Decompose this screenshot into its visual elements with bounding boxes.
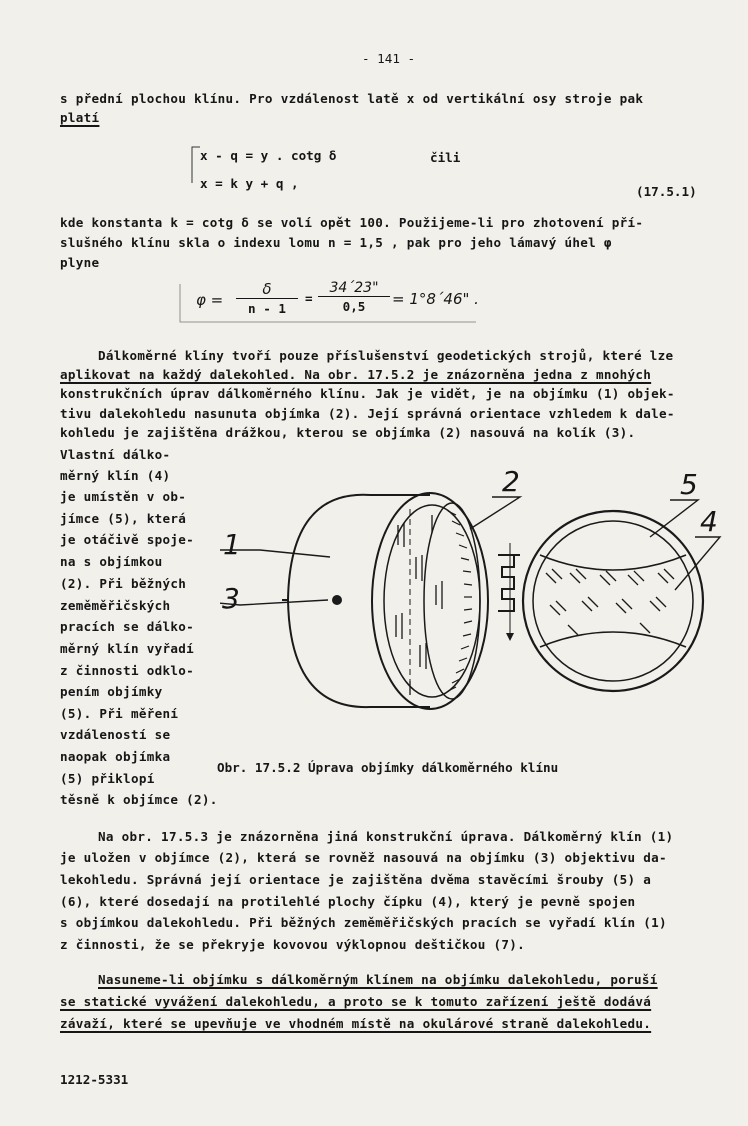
column-line: vzdáleností se: [60, 727, 171, 742]
figure-label-2: 2: [502, 465, 520, 498]
column-line: (5) přiklopí: [60, 771, 155, 786]
para4-line2: je uložen v objímce (2), která se rovněž nasouvá na objímku (3) objektivu da-: [60, 850, 667, 865]
eq1-line2: x = k y + q ,: [200, 176, 299, 191]
column-line: Vlastní dálko-: [60, 447, 171, 462]
eq1-connector: čili: [430, 150, 461, 165]
eq2-result: = 1°8´46" .: [392, 290, 479, 308]
column-line: zeměměřičských: [60, 598, 171, 613]
eq2-frac1-denominator: n - 1: [248, 301, 286, 316]
para2-line1: kde konstanta k = cotg δ se volí opět 100. Použijeme-li pro zhotovení pří-: [60, 215, 644, 230]
column-line: naopak objímka: [60, 749, 171, 764]
para5-line3: závaží, které se upevňuje ve vhodném místě na okulárové straně dalekohledu.: [60, 1016, 652, 1031]
footer-code: 1212-5331: [60, 1072, 129, 1087]
para4-line3: lekohledu. Správná její orientace je zajištěna dvěma stavěcími šrouby (5) a: [60, 872, 652, 887]
eq2-lhs: φ =: [196, 291, 224, 309]
column-line: (5). Při měření: [60, 706, 179, 721]
column-line: je otáčivě spoje-: [60, 532, 194, 547]
figure-label-1: 1: [223, 528, 241, 561]
figure-caption: Obr. 17.5.2 Úprava objímky dálkoměrného klínu: [217, 760, 559, 775]
equation-number: (17.5.1): [636, 184, 697, 199]
para4-line6: z činnosti, že se překryje kovovou výklopnou deštičkou (7).: [60, 937, 526, 952]
eq2-equals: =: [305, 291, 313, 306]
eq1-line1: x - q = y . cotg δ: [200, 148, 337, 163]
column-line: na s objímkou: [60, 554, 163, 569]
column-line: těsně k objímce (2).: [60, 792, 218, 807]
para3-line4: tivu dalekohledu nasunuta objímka (2). Její správná orientace vzhledem k dale-: [60, 406, 675, 421]
para3-line2: aplikovat na každý dalekohled. Na obr. 17.5.2 je znázorněna jedna z mnohých: [60, 367, 652, 382]
column-line: pením objímky: [60, 684, 163, 699]
para5-line2: se statické vyvážení dalekohledu, a proto se k tomuto zařízení ještě dodává: [60, 994, 652, 1009]
figure-label-3: 3: [222, 582, 240, 615]
column-line: jímce (5), která: [60, 511, 187, 526]
eq2-bracket: [176, 282, 496, 326]
para4-line4: (6), které dosedají na protilehlé plochy čípku (4), který je pevně spojen: [60, 894, 636, 909]
eq2-frac2-denominator: 0,5: [342, 299, 366, 314]
para4-line1: Na obr. 17.5.3 je znázorněna jiná konstrukční úprava. Dálkoměrný klín (1): [98, 829, 674, 844]
column-line: měrný klín (4): [60, 468, 171, 483]
figure-label-4: 4: [700, 505, 718, 538]
para2-line3: plyne: [60, 255, 100, 270]
column-line: z činnosti odklo-: [60, 663, 194, 678]
column-line: pracích se dálko-: [60, 619, 194, 634]
column-line: je umístěn v ob-: [60, 489, 187, 504]
column-line: (2). Při běžných: [60, 576, 187, 591]
para5-line1: Nasuneme-li objímku s dálkoměrným klínem na objímku dalekohledu, poruší: [98, 972, 658, 987]
para3-line1: Dálkoměrné klíny tvoří pouze příslušenství geodetických strojů, které lze: [98, 348, 674, 363]
para2-line2: slušného klínu skla o indexu lomu n = 1,5 , pak pro jeho lámavý úhel φ: [60, 235, 612, 250]
eq1-bracket: [190, 145, 202, 185]
page-number: - 141 -: [362, 51, 416, 66]
para1-line1: s přední plochou klínu. Pro vzdálenost latě x od vertikální osy stroje pak: [60, 91, 644, 106]
column-line: měrný klín vyřadí: [60, 641, 194, 656]
para1-line2: platí: [60, 110, 100, 125]
para3-line5: kohledu je zajištěna drážkou, kterou se objímka (2) nasouvá na kolík (3).: [60, 425, 636, 440]
figure-label-5: 5: [680, 468, 698, 501]
para4-line5: s objímkou dalekohledu. Při běžných zeměměřičských pracích se vyřadí klín (1): [60, 915, 667, 930]
eq2-frac1-numerator: δ: [236, 280, 298, 299]
figure-17-5-2: [220, 455, 740, 745]
eq2-frac2-numerator: 34´23": [318, 280, 390, 297]
para3-line3: konstrukčních úprav dálkoměrného klínu. Jak je vidět, je na objímku (1) objek-: [60, 386, 675, 401]
